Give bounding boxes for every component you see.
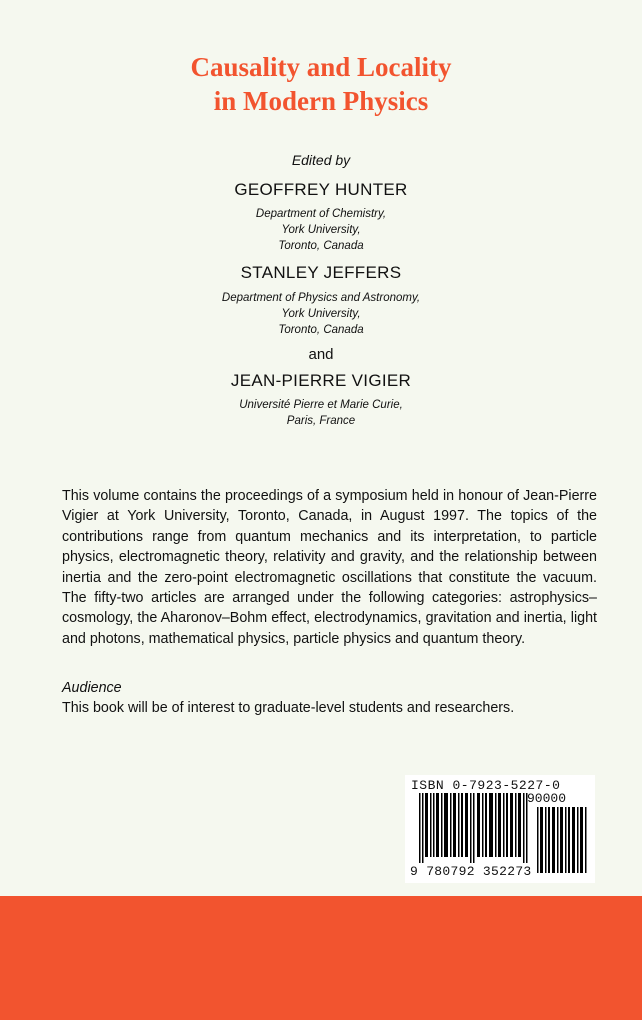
audience-heading: Audience xyxy=(62,680,122,696)
audience-description: This book will be of interest to graduate-level students and researchers. xyxy=(62,700,515,716)
price-addon-number: 90000 xyxy=(527,791,567,806)
edited-by-label: Edited by xyxy=(291,152,351,168)
editor-affiliation-vigier xyxy=(0,397,642,429)
isbn-barcode xyxy=(405,775,595,883)
affiliation-line: Toronto, Canada xyxy=(278,240,364,252)
ean-barcode-bars xyxy=(419,793,531,863)
editor-name-jeffers: STANLEY JEFFERS xyxy=(240,263,402,282)
footer-color-band xyxy=(0,896,642,1020)
editor-name-vigier: JEAN-PIERRE VIGIER xyxy=(230,371,412,390)
affiliation-line: York University, xyxy=(281,308,361,320)
and-connector: and xyxy=(308,346,334,363)
affiliation-line: Department of Physics and Astronomy, xyxy=(221,292,421,304)
editor-affiliation-hunter xyxy=(0,206,642,254)
book-title xyxy=(0,50,642,118)
affiliation-line: Toronto, Canada xyxy=(278,324,364,336)
addon-barcode-bars xyxy=(537,807,589,873)
editor-affiliation-jeffers xyxy=(0,290,642,338)
isbn-number: ISBN 0-7923-5227-0 xyxy=(411,778,561,793)
title-line-1: Causality and Locality xyxy=(190,52,452,82)
affiliation-line: Department of Chemistry, xyxy=(255,208,387,220)
book-description: This volume contains the proceedings of a symposium held in honour of Jean-Pierre Vigier at York University, Toronto, Canada, in August 1997. The topics of the contributions range from quantum mechanics and its interpretation, to particle physics, electromagnetic theory, relativity and gravity, and the relationship between inertia and the zero-point electromagnetic oscillations that constitute the vacuum. The fifty-two articles are arranged under the following categories: astrophysics–cosmology, the Aharonov–Bohm effect, electrodynamics, gravitation and inertia, light and photons, mathematical physics, particle physics and quantum theory. xyxy=(62,488,597,647)
affiliation-line: Paris, France xyxy=(286,415,356,427)
ean-number: 9 780792 352273 xyxy=(410,864,532,879)
affiliation-line: Université Pierre et Marie Curie, xyxy=(239,399,403,411)
editor-name-hunter: GEOFFREY HUNTER xyxy=(234,180,408,199)
affiliation-line: York University, xyxy=(281,224,361,236)
title-line-2: in Modern Physics xyxy=(213,86,429,116)
